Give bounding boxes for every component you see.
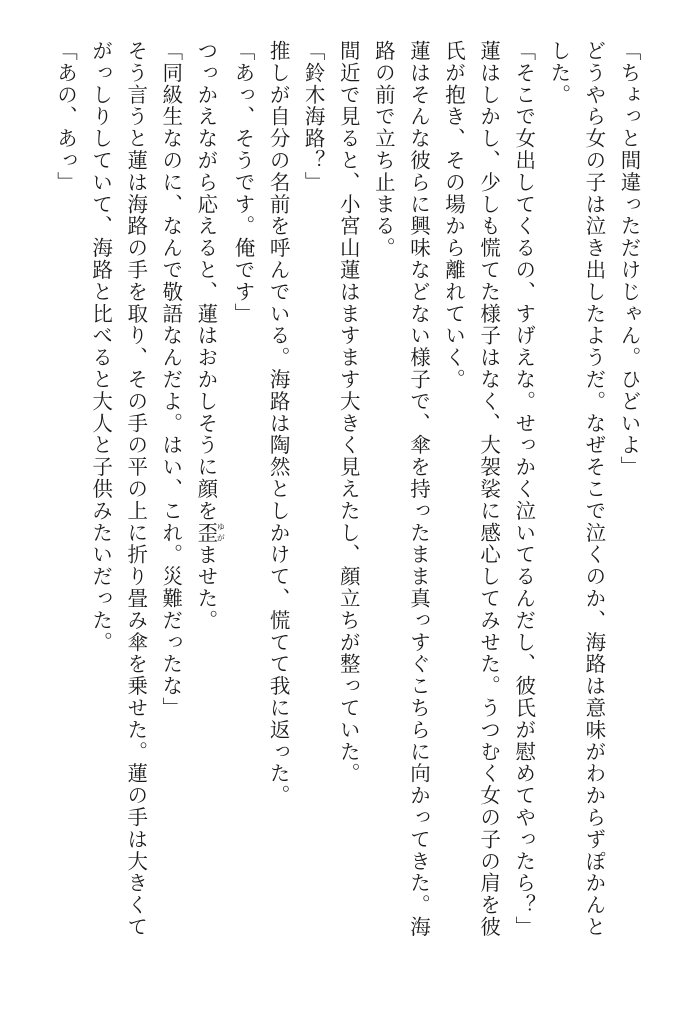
text-line: 蓮はしかし、少しも慌てた様子はなく、大袈裟に感心してみせた。うつむく女の子の肩を彼 [476, 40, 501, 938]
text-line: 間近で見ると、小宮山蓮はますます大きく見えたし、顔立ちが整っていた。 [336, 40, 361, 785]
text-segment: ませた。 [193, 543, 218, 632]
text-line: 「そこで女出してくるの、すげえな。せっかく泣いてるんだし、彼氏が慰めてやったら？」 [511, 40, 536, 938]
text-line: 氏が抱き、その場から離れていく。 [441, 40, 466, 391]
ruby-base: 歪 [193, 521, 218, 544]
text-line: 推しが自分の名前を呼んでいる。海路は陶然としかけて、慌てて我に返った。 [266, 40, 291, 807]
ruby-annotation [193, 521, 226, 544]
ruby-reading: ゆが [216, 521, 226, 544]
text-line: 「鈴木海路？」 [301, 40, 326, 194]
text-line: 「同級生なのに、なんで敬語なんだよ。はい、これ。災難だったな」 [158, 40, 183, 719]
text-line: 蓮はそんな彼らに興味などない様子で、傘を持ったまま真っすぐこちらに向かってきた。海 [406, 40, 431, 938]
text-line: 「あの、あっ」 [53, 40, 78, 194]
text-line-with-ruby [188, 40, 225, 970]
text-line: がっしりしていて、海路と比べると大人と子供みたいだった。 [88, 40, 113, 654]
text-line: 「あっ、そうです。俺です」 [230, 40, 255, 325]
text-line: そう言うと蓮は海路の手を取り、その手の平の上に折り畳み傘を乗せた。蓮の手は大きくて [123, 40, 148, 938]
vertical-text-body [47, 40, 646, 970]
text-line: した。 [546, 40, 571, 106]
text-line: どうやら女の子は泣き出したようだ。なぜそこで泣くのか、海路は意味がわからずぽかんと [581, 40, 606, 938]
text-line: 「ちょっと間違っただけじゃん。ひどいよ」 [617, 40, 641, 478]
text-segment: つっかえながら応えると、蓮はおかしそうに顔を [193, 40, 218, 522]
text-line: 路の前で立ち止まる。 [371, 40, 396, 259]
